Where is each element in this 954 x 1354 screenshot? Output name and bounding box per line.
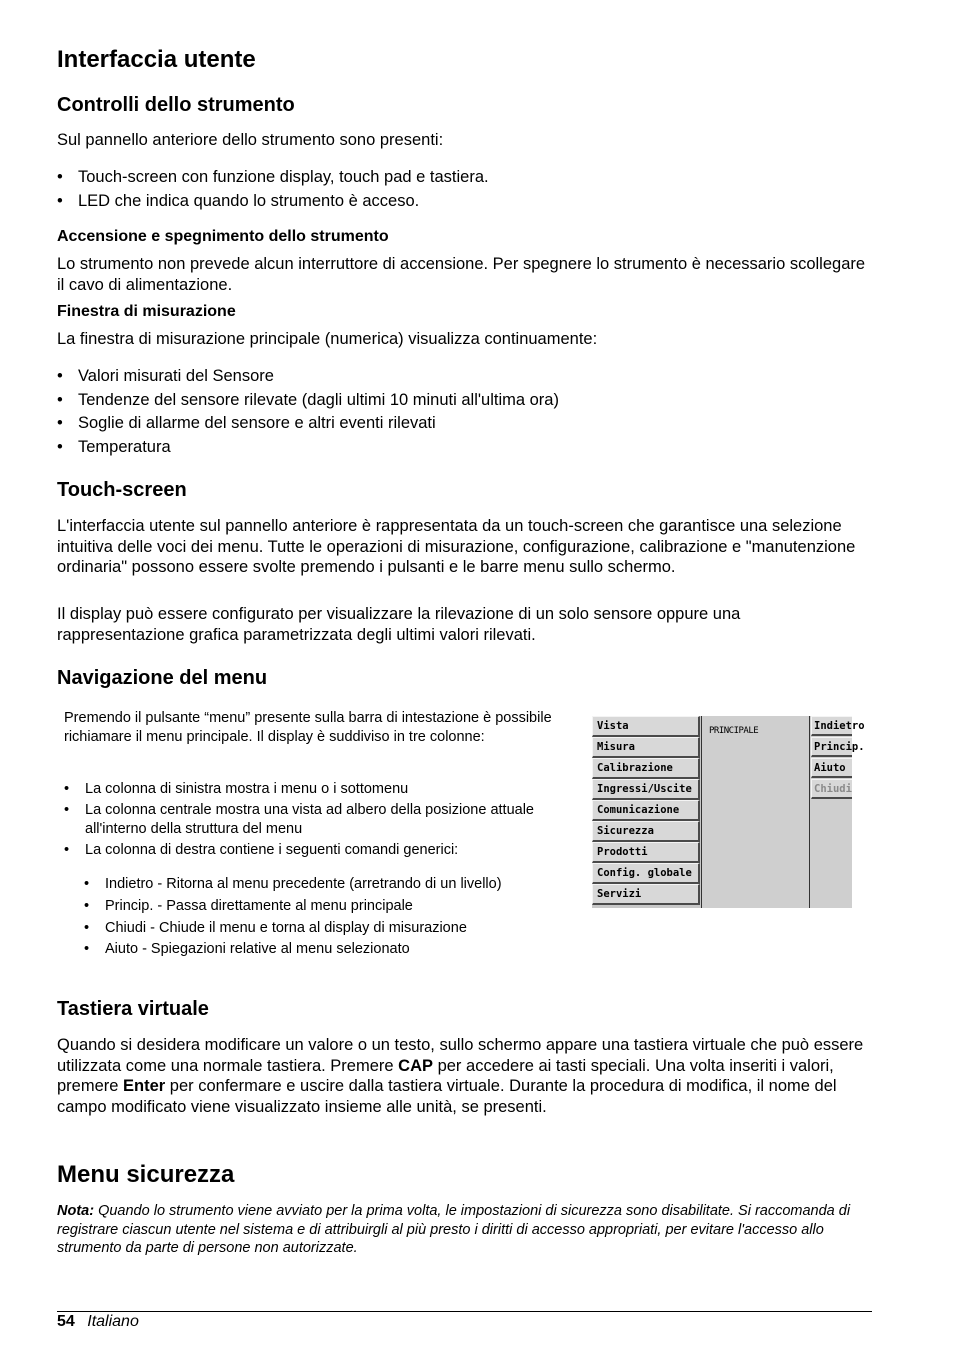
list-item: [57, 390, 872, 411]
note-label: Nota:: [57, 1203, 95, 1219]
page-title: Interfaccia utente: [57, 46, 256, 73]
footer-divider: [57, 1311, 872, 1312]
note-paragraph: [57, 1202, 872, 1258]
list-item: [84, 940, 564, 959]
list-item-text: Indietro - Ritorna al menu precedente (arretrando di un livello): [105, 876, 502, 892]
bullet-icon: •: [57, 192, 63, 210]
section-heading-sicurezza: Menu sicurezza: [57, 1161, 235, 1188]
list-item: [57, 167, 872, 188]
list-item-text: Tendenze del sensore rilevate (dagli ultimi 10 minuti all'ultima ora): [78, 391, 559, 409]
menu-command-princip: Princip.: [811, 737, 852, 757]
bullet-icon: •: [64, 802, 70, 818]
bullet-icon: •: [84, 898, 90, 914]
menu-item-sicurezza: Sicurezza: [592, 821, 700, 842]
paragraph-touch-1: L'interfaccia utente sul pannello anteriore è rappresentata da un touch-screen che garantisce una selezione intuitiva delle voci dei menu. Tutte le operazioni di misurazione, configurazione, calibrazione e "manutenzione ordinaria" possono essere svolte premendo i pulsanti e le barre menu sullo schermo.: [57, 517, 856, 577]
list-item-text: La colonna centrale mostra una vista ad albero della posizione attuale all'interno della struttura del menu: [85, 802, 534, 837]
bullet-icon: •: [57, 367, 63, 385]
section-heading-tastiera: Tastiera virtuale: [57, 998, 209, 1020]
menu-command-aiuto: Aiuto: [811, 758, 852, 778]
menu-right-column: [809, 716, 865, 908]
bullet-icon: •: [64, 842, 70, 858]
list-item-text: La colonna di destra contiene i seguenti comandi generici:: [85, 842, 459, 858]
section-heading-touch: Touch-screen: [57, 479, 187, 501]
footer: [57, 1313, 139, 1331]
list-item-text: Princip. - Passa direttamente al menu principale: [105, 898, 413, 914]
list-item: [84, 919, 564, 938]
text-run: per confermare e uscire dalla tastiera virtuale. Durante la procedura di modifica, il nome del campo modificato viene visualizzato insieme alle unità, se presenti.: [57, 1077, 837, 1116]
list-item: [84, 875, 564, 894]
menu-command-chiudi: Chiudi: [811, 779, 852, 799]
paragraph-controlli-intro: Sul pannello anteriore dello strumento sono presenti:: [57, 131, 444, 149]
list-item-text: Valori misurati del Sensore: [78, 367, 274, 385]
menu-item-calibrazione: Calibrazione: [592, 758, 700, 779]
section-heading-navigazione: Navigazione del menu: [57, 667, 268, 689]
key-cap-label: CAP: [398, 1056, 433, 1075]
list-item: [64, 801, 554, 839]
note-text: Quando lo strumento viene avviato per la prima volta, le impostazioni di sicurezza sono disabilitate. Si raccomanda di registrare ciascun utente nel sistema e di attribuirgli al più presto i diritti di accesso appropriati, per evitare l'accesso allo strumento da parte di persone non autorizzate.: [57, 1203, 851, 1256]
menu-screenshot: [592, 716, 865, 908]
list-item: [64, 841, 554, 860]
key-enter-label: Enter: [123, 1077, 166, 1096]
menu-item-vista: Vista: [592, 716, 700, 737]
paragraph-navigazione-intro: Premendo il pulsante “menu” presente sulla barra di intestazione è possibile richiamare il menu principale. Il display è suddiviso in tre colonne:: [64, 710, 552, 745]
footer-language: Italiano: [87, 1313, 139, 1330]
list-item: [64, 780, 554, 799]
section-heading-controlli: Controlli dello strumento: [57, 94, 295, 116]
menu-item-ingressi-uscite: Ingressi/Uscite: [592, 779, 700, 800]
paragraph-touch-2: Il display può essere configurato per visualizzare la rilevazione di un solo sensore oppure una rappresentazione grafica parametrizzata degli ultimi valori rilevati.: [57, 605, 741, 644]
list-item: [57, 191, 872, 212]
list-item-text: Soglie di allarme del sensore e altri eventi rilevati: [78, 414, 436, 432]
text-run: per accedere ai tasti speciali. Una volta inseriti i valori, premere: [57, 1056, 834, 1096]
list-item-text: Temperatura: [78, 438, 171, 456]
paragraph-finestra: La finestra di misurazione principale (numerica) visualizza continuamente:: [57, 330, 598, 348]
menu-center-column: [701, 716, 810, 908]
bullet-icon: •: [84, 941, 90, 957]
list-item: [57, 413, 872, 434]
bullet-icon: •: [57, 438, 63, 456]
bullet-icon: •: [57, 414, 63, 432]
paragraph-tastiera: [57, 1035, 872, 1117]
menu-item-misura: Misura: [592, 737, 700, 758]
menu-item-comunicazione: Comunicazione: [592, 800, 700, 821]
menu-tree-label: PRINCIPALE: [709, 726, 759, 736]
list-item: [57, 437, 872, 458]
list-item-text: La colonna di sinistra mostra i menu o i sottomenu: [85, 781, 409, 797]
text-run: Quando si desidera modificare un valore o un testo, sullo schermo appare una tastiera virtuale che può essere utilizzata come una normale tastiera. Premere: [57, 1036, 864, 1075]
menu-command-indietro: Indietro: [811, 716, 852, 736]
list-item: [84, 897, 564, 916]
bullet-icon: •: [84, 876, 90, 892]
bullet-icon: •: [57, 168, 63, 186]
list-item: [57, 366, 872, 387]
list-item-text: Touch-screen con funzione display, touch pad e tastiera.: [78, 168, 489, 186]
subheading-accensione: Accensione e spegnimento dello strumento: [57, 228, 389, 245]
list-item-text: LED che indica quando lo strumento è acceso.: [78, 192, 420, 210]
menu-item-prodotti: Prodotti: [592, 842, 700, 863]
menu-item-servizi: Servizi: [592, 884, 700, 905]
bullet-icon: •: [57, 391, 63, 409]
list-item-text: Aiuto - Spiegazioni relative al menu selezionato: [105, 941, 410, 957]
menu-item-config-globale: Config. globale: [592, 863, 700, 884]
paragraph-accensione: Lo strumento non prevede alcun interruttore di accensione. Per spegnere lo strumento è necessario scollegare il cavo di alimentazione.: [57, 255, 866, 294]
bullet-icon: •: [84, 920, 90, 936]
bullet-icon: •: [64, 781, 70, 797]
list-item-text: Chiudi - Chiude il menu e torna al display di misurazione: [105, 920, 467, 936]
page-number: 54: [57, 1313, 75, 1330]
subheading-finestra: Finestra di misurazione: [57, 303, 236, 320]
